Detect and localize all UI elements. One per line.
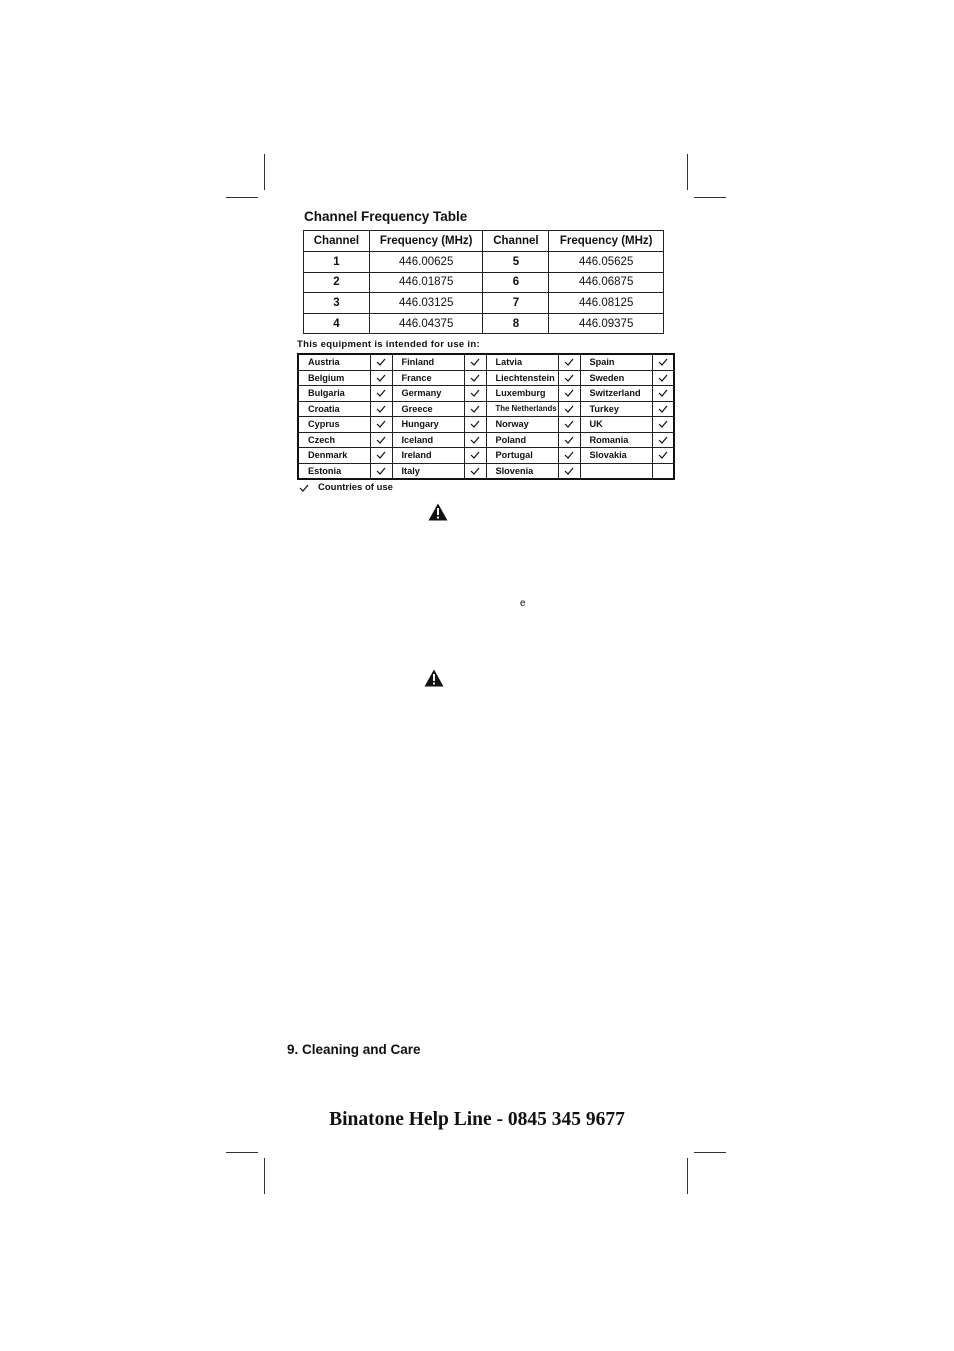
stray-text: e [520,598,526,609]
checkmark-icon [464,386,486,402]
channel-cell: 5 [483,252,549,273]
checkmark-icon [558,370,580,386]
table-row [298,432,674,448]
crop-mark [694,1152,726,1153]
country-cell: Liechtenstein [486,370,558,386]
frequency-cell: 446.04375 [369,313,483,334]
table-row [298,370,674,386]
section-heading: 9. Cleaning and Care [287,1042,421,1057]
country-cell: Poland [486,432,558,448]
frequency-cell: 446.06875 [549,272,664,293]
crop-mark [226,197,258,198]
crop-mark [226,1152,258,1153]
country-cell: Hungary [392,417,464,433]
countries-legend [299,482,393,493]
country-cell: Finland [392,354,464,370]
country-cell: Austria [298,354,370,370]
country-cell: Belgium [298,370,370,386]
country-cell: Slovenia [486,463,558,479]
table-row [304,313,664,334]
channel-frequency-table [303,230,664,334]
country-cell: The Netherlands [486,401,558,417]
frequency-cell: 446.03125 [369,293,483,314]
checkmark-icon [464,432,486,448]
checkmark-icon [558,386,580,402]
channel-cell: 4 [304,313,370,334]
crop-mark [264,154,265,190]
checkmark-icon [652,386,674,402]
table-row [304,272,664,293]
countries-heading: This equipment is intended for use in: [297,339,480,350]
crop-mark [264,1158,265,1194]
channel-cell: 1 [304,252,370,273]
checkmark-icon [558,417,580,433]
country-cell: Switzerland [580,386,652,402]
checkmark-icon [299,484,309,492]
table-row [298,386,674,402]
checkmark-icon [370,432,392,448]
channel-cell: 6 [483,272,549,293]
checkmark-icon [370,448,392,464]
table-row [304,252,664,273]
column-header: Frequency (MHz) [369,231,483,252]
checkmark-icon [652,417,674,433]
country-cell: Sweden [580,370,652,386]
checkmark-icon [464,448,486,464]
country-cell: Denmark [298,448,370,464]
frequency-cell: 446.00625 [369,252,483,273]
checkmark-icon [370,401,392,417]
table-row [298,417,674,433]
countries-table [297,353,675,480]
crop-mark [687,1158,688,1194]
checkmark-icon [558,401,580,417]
table-row [298,448,674,464]
warning-triangle-icon [428,503,448,521]
table-row [298,354,674,370]
checkmark-icon [370,370,392,386]
country-cell: Romania [580,432,652,448]
column-header: Frequency (MHz) [549,231,664,252]
country-cell: Germany [392,386,464,402]
country-cell: Greece [392,401,464,417]
country-cell: Italy [392,463,464,479]
country-cell: Czech [298,432,370,448]
country-cell: Norway [486,417,558,433]
country-cell [580,463,652,479]
country-cell: Luxemburg [486,386,558,402]
checkmark-icon [558,432,580,448]
checkmark-icon [652,401,674,417]
frequency-cell: 446.09375 [549,313,664,334]
country-cell: Latvia [486,354,558,370]
table-header-row [304,231,664,252]
checkmark-icon [464,401,486,417]
country-cell: Turkey [580,401,652,417]
crop-mark [687,154,688,190]
checkmark-icon [558,448,580,464]
column-header: Channel [483,231,549,252]
warning-triangle-icon [424,669,444,687]
checkmark-icon [464,354,486,370]
checkmark-icon [464,370,486,386]
checkmark-icon [652,354,674,370]
country-cell: Slovakia [580,448,652,464]
checkmark-icon [652,448,674,464]
legend-label: Countries of use [318,482,393,493]
checkmark-icon [652,370,674,386]
crop-mark [694,197,726,198]
checkmark-icon [652,432,674,448]
checkmark-icon [558,463,580,479]
country-cell: UK [580,417,652,433]
checkmark-icon [558,354,580,370]
country-cell: Cyprus [298,417,370,433]
table-row [298,401,674,417]
checkmark-icon [370,417,392,433]
frequency-cell: 446.01875 [369,272,483,293]
checkmark-icon [464,463,486,479]
channel-cell: 8 [483,313,549,334]
country-cell: Spain [580,354,652,370]
frequency-cell: 446.05625 [549,252,664,273]
helpline-banner: Binatone Help Line - 0845 345 9677 [329,1109,625,1130]
channel-cell: 3 [304,293,370,314]
country-cell: Ireland [392,448,464,464]
country-cell: Iceland [392,432,464,448]
checkmark-icon [370,463,392,479]
checkmark-icon [370,354,392,370]
column-header: Channel [304,231,370,252]
table-row [304,293,664,314]
country-cell: Portugal [486,448,558,464]
channel-table-title: Channel Frequency Table [304,209,468,224]
country-cell: Bulgaria [298,386,370,402]
empty-cell [652,463,674,479]
channel-cell: 2 [304,272,370,293]
frequency-cell: 446.08125 [549,293,664,314]
channel-cell: 7 [483,293,549,314]
country-cell: Estonia [298,463,370,479]
country-cell: Croatia [298,401,370,417]
checkmark-icon [464,417,486,433]
country-cell: France [392,370,464,386]
table-row [298,463,674,479]
checkmark-icon [370,386,392,402]
